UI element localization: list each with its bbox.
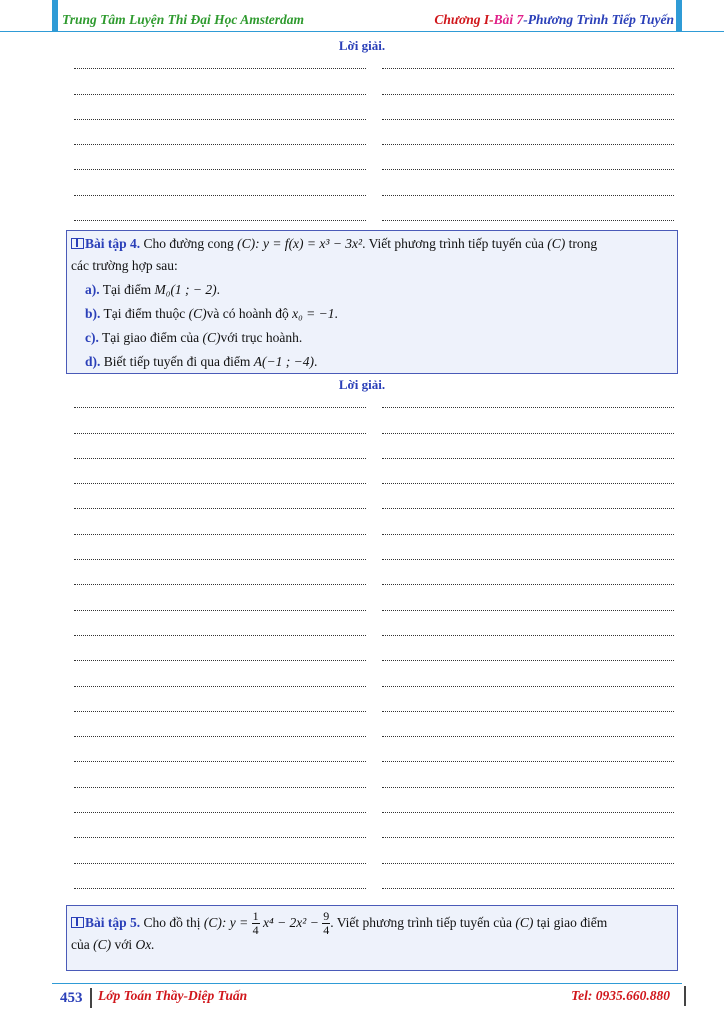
footer-class-name: Lớp Toán Thầy-Diệp Tuấn <box>98 988 248 1003</box>
answer-line[interactable] <box>382 69 674 94</box>
exercise-4-item-b: b). Tại điểm thuộc (C)và có hoành độ x₀ = −1. <box>85 306 338 321</box>
fraction-nine-quarters: $\frac{9}{4}$ <box>323 909 330 938</box>
fraction-one-quarter: $\frac{1}{4}$ <box>252 909 259 938</box>
answer-lines-right-1[interactable] <box>382 44 674 221</box>
answer-line[interactable] <box>74 636 366 661</box>
answer-line[interactable] <box>74 170 366 195</box>
footer-separator-right <box>684 986 686 1006</box>
answer-line[interactable] <box>382 535 674 560</box>
exercise-5-statement-line-2: của (C) với Ox. <box>71 937 155 952</box>
answer-line[interactable] <box>382 459 674 484</box>
answer-line[interactable] <box>74 687 366 712</box>
answer-line[interactable] <box>74 434 366 459</box>
answer-line[interactable] <box>74 788 366 813</box>
exercise-5-box <box>66 905 678 971</box>
answer-line[interactable] <box>382 813 674 838</box>
answer-lines-left-2[interactable] <box>74 383 366 889</box>
answer-line[interactable] <box>382 687 674 712</box>
footer-separator <box>90 988 92 1008</box>
answer-line[interactable] <box>74 661 366 686</box>
answer-line[interactable] <box>74 408 366 433</box>
answer-line[interactable] <box>382 636 674 661</box>
answer-line[interactable] <box>382 611 674 636</box>
answer-line[interactable] <box>382 196 674 221</box>
answer-line[interactable] <box>74 95 366 120</box>
answer-line[interactable] <box>382 170 674 195</box>
header-chapter-title: Chương I-Bài 7-Phương Trình Tiếp Tuyến <box>434 12 674 27</box>
book-icon <box>71 238 84 249</box>
exercise-4-curve-equation: (C): y = f(x) = x³ − 3x² <box>237 236 363 251</box>
answer-line[interactable] <box>382 145 674 170</box>
answer-line[interactable] <box>74 560 366 585</box>
answer-line[interactable] <box>74 535 366 560</box>
answer-line[interactable] <box>382 509 674 534</box>
answer-line[interactable] <box>74 459 366 484</box>
footer-rule <box>52 983 682 984</box>
answer-line[interactable] <box>382 838 674 863</box>
answer-line[interactable] <box>74 145 366 170</box>
answer-line[interactable] <box>74 120 366 145</box>
answer-line[interactable] <box>74 762 366 787</box>
answer-line[interactable] <box>382 712 674 737</box>
answer-line[interactable] <box>74 611 366 636</box>
answer-line[interactable] <box>382 560 674 585</box>
answer-line[interactable] <box>382 585 674 610</box>
answer-line[interactable] <box>382 864 674 889</box>
answer-line[interactable] <box>74 484 366 509</box>
answer-lines-left-1[interactable] <box>74 44 366 221</box>
answer-line[interactable] <box>74 196 366 221</box>
exercise-4-box <box>66 230 678 374</box>
solution-heading-2: Lời giải. <box>338 377 386 392</box>
answer-line[interactable] <box>382 434 674 459</box>
header-bar-left <box>52 0 58 32</box>
answer-line[interactable] <box>74 737 366 762</box>
exercise-4-statement: Bài tập 4. Cho đường cong (C): y = f(x) = x³ − 3x². Viết phương trình tiếp tuyến của (C) trong các trường hợp sau: <box>71 236 598 273</box>
answer-line[interactable] <box>382 762 674 787</box>
answer-line[interactable] <box>74 864 366 889</box>
answer-line[interactable] <box>74 44 366 69</box>
answer-line[interactable] <box>74 712 366 737</box>
answer-line[interactable] <box>382 95 674 120</box>
header-rule <box>0 31 724 32</box>
answer-line[interactable] <box>382 383 674 408</box>
answer-lines-right-2[interactable] <box>382 383 674 889</box>
exercise-4-label: Bài tập 4. <box>85 236 141 251</box>
header-center-name: Trung Tâm Luyện Thi Đại Học Amsterdam <box>62 12 305 27</box>
answer-line[interactable] <box>74 383 366 408</box>
answer-line[interactable] <box>382 661 674 686</box>
page-number: 453 <box>60 990 83 1006</box>
answer-line[interactable] <box>382 484 674 509</box>
answer-line[interactable] <box>74 813 366 838</box>
answer-line[interactable] <box>74 509 366 534</box>
exercise-4-item-c: c). Tại giao điểm của (C)với trục hoành. <box>85 330 303 345</box>
answer-line[interactable] <box>382 788 674 813</box>
book-icon <box>71 917 84 928</box>
answer-line[interactable] <box>74 838 366 863</box>
answer-line[interactable] <box>382 737 674 762</box>
answer-line[interactable] <box>74 585 366 610</box>
exercise-4-item-a: a). Tại điểm M₀(1 ; − 2). <box>85 282 221 297</box>
answer-line[interactable] <box>382 44 674 69</box>
exercise-5-label: Bài tập 5. <box>85 915 141 930</box>
answer-line[interactable] <box>382 408 674 433</box>
solution-heading-1: Lời giải. <box>338 38 386 53</box>
answer-line[interactable] <box>382 120 674 145</box>
footer-phone: Tel: 0935.660.880 <box>571 988 670 1003</box>
answer-line[interactable] <box>74 69 366 94</box>
exercise-5-statement: Bài tập 5. Cho đồ thị (C): y = $\frac{1}{4}$ x⁴ − 2x² − $\frac{9}{4}$ . Viết phương trình tiếp tuyến của (C) tại giao điểm <box>67 906 677 940</box>
exercise-4-item-d: d). Biết tiếp tuyến đi qua điểm A(−1 ; −4). <box>85 354 318 369</box>
header-bar-right <box>676 0 682 32</box>
